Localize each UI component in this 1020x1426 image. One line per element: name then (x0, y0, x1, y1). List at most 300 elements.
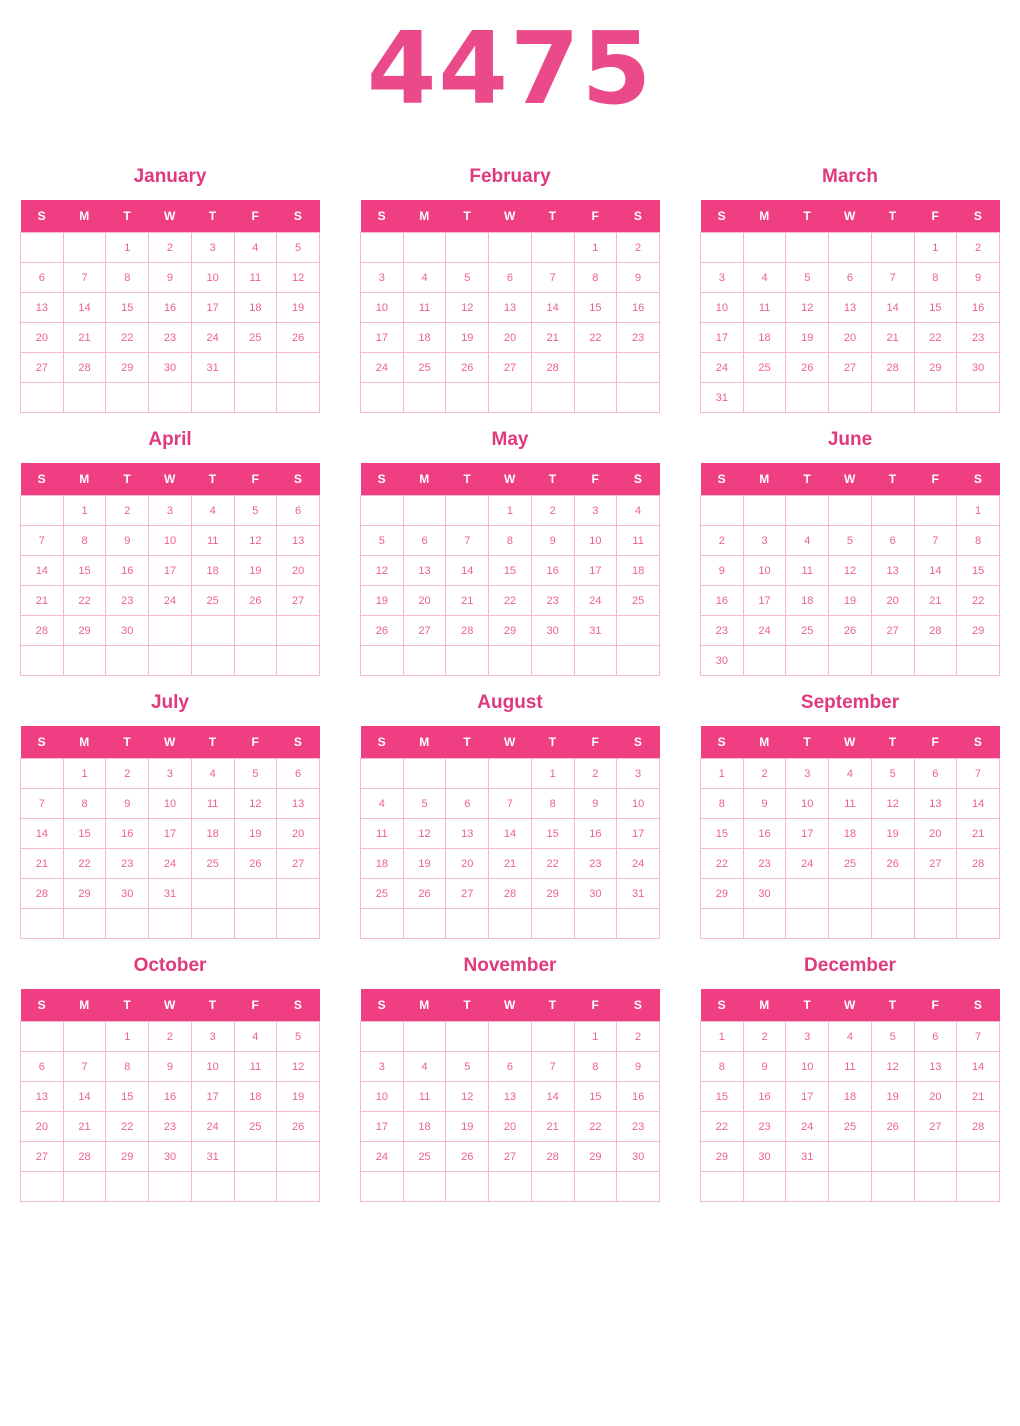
day-cell[interactable]: 10 (361, 1082, 404, 1112)
day-cell[interactable]: 11 (829, 1052, 872, 1082)
day-cell[interactable]: 2 (149, 1022, 192, 1052)
day-cell[interactable]: 21 (21, 849, 64, 879)
day-cell[interactable]: 4 (786, 526, 829, 556)
day-cell[interactable]: 12 (786, 293, 829, 323)
day-cell[interactable]: 7 (446, 526, 489, 556)
day-cell[interactable]: 23 (531, 586, 574, 616)
day-cell[interactable]: 3 (361, 1052, 404, 1082)
day-cell[interactable]: 22 (106, 323, 149, 353)
day-cell[interactable]: 16 (743, 819, 786, 849)
day-cell[interactable]: 10 (361, 293, 404, 323)
day-cell[interactable]: 6 (489, 263, 532, 293)
day-cell[interactable]: 20 (489, 1112, 532, 1142)
day-cell[interactable]: 1 (106, 233, 149, 263)
day-cell[interactable]: 26 (403, 879, 446, 909)
day-cell[interactable]: 23 (957, 323, 1000, 353)
day-cell[interactable]: 25 (403, 1142, 446, 1172)
day-cell[interactable]: 22 (574, 323, 617, 353)
day-cell[interactable]: 3 (191, 1022, 234, 1052)
day-cell[interactable]: 9 (617, 263, 660, 293)
day-cell[interactable]: 21 (63, 323, 106, 353)
day-cell[interactable]: 15 (574, 1082, 617, 1112)
day-cell[interactable]: 15 (701, 819, 744, 849)
day-cell[interactable]: 9 (149, 1052, 192, 1082)
day-cell[interactable]: 4 (234, 1022, 277, 1052)
day-cell[interactable]: 21 (531, 323, 574, 353)
day-cell[interactable]: 26 (871, 1112, 914, 1142)
day-cell[interactable]: 17 (743, 586, 786, 616)
day-cell[interactable]: 9 (531, 526, 574, 556)
day-cell[interactable]: 8 (574, 263, 617, 293)
day-cell[interactable]: 29 (63, 616, 106, 646)
day-cell[interactable]: 30 (106, 616, 149, 646)
day-cell[interactable]: 19 (234, 819, 277, 849)
day-cell[interactable]: 15 (701, 1082, 744, 1112)
day-cell[interactable]: 20 (277, 556, 320, 586)
day-cell[interactable]: 16 (617, 1082, 660, 1112)
day-cell[interactable]: 26 (234, 849, 277, 879)
day-cell[interactable]: 9 (743, 789, 786, 819)
day-cell[interactable]: 8 (106, 263, 149, 293)
day-cell[interactable]: 17 (574, 556, 617, 586)
day-cell[interactable]: 26 (277, 323, 320, 353)
day-cell[interactable]: 10 (701, 293, 744, 323)
day-cell[interactable]: 25 (191, 586, 234, 616)
day-cell[interactable]: 6 (489, 1052, 532, 1082)
day-cell[interactable]: 1 (574, 1022, 617, 1052)
day-cell[interactable]: 30 (957, 353, 1000, 383)
day-cell[interactable]: 3 (617, 759, 660, 789)
day-cell[interactable]: 28 (957, 1112, 1000, 1142)
day-cell[interactable]: 7 (21, 789, 64, 819)
day-cell[interactable]: 31 (701, 383, 744, 413)
day-cell[interactable]: 27 (21, 353, 64, 383)
day-cell[interactable]: 1 (489, 496, 532, 526)
day-cell[interactable]: 2 (106, 759, 149, 789)
day-cell[interactable]: 4 (743, 263, 786, 293)
day-cell[interactable]: 29 (574, 1142, 617, 1172)
day-cell[interactable]: 30 (149, 353, 192, 383)
day-cell[interactable]: 19 (446, 1112, 489, 1142)
day-cell[interactable]: 27 (277, 849, 320, 879)
day-cell[interactable]: 29 (701, 1142, 744, 1172)
day-cell[interactable]: 13 (914, 789, 957, 819)
day-cell[interactable]: 28 (63, 1142, 106, 1172)
day-cell[interactable]: 20 (21, 1112, 64, 1142)
day-cell[interactable]: 15 (489, 556, 532, 586)
day-cell[interactable]: 4 (403, 1052, 446, 1082)
day-cell[interactable]: 15 (914, 293, 957, 323)
day-cell[interactable]: 3 (786, 1022, 829, 1052)
day-cell[interactable]: 8 (701, 789, 744, 819)
day-cell[interactable]: 23 (743, 849, 786, 879)
day-cell[interactable]: 19 (871, 1082, 914, 1112)
day-cell[interactable]: 30 (531, 616, 574, 646)
day-cell[interactable]: 20 (277, 819, 320, 849)
day-cell[interactable]: 24 (191, 323, 234, 353)
day-cell[interactable]: 12 (446, 1082, 489, 1112)
day-cell[interactable]: 19 (871, 819, 914, 849)
day-cell[interactable]: 10 (149, 789, 192, 819)
day-cell[interactable]: 16 (574, 819, 617, 849)
day-cell[interactable]: 3 (701, 263, 744, 293)
day-cell[interactable]: 26 (871, 849, 914, 879)
day-cell[interactable]: 3 (743, 526, 786, 556)
day-cell[interactable]: 31 (617, 879, 660, 909)
day-cell[interactable]: 31 (191, 353, 234, 383)
day-cell[interactable]: 6 (914, 1022, 957, 1052)
day-cell[interactable]: 4 (829, 759, 872, 789)
day-cell[interactable]: 13 (914, 1052, 957, 1082)
day-cell[interactable]: 14 (957, 1052, 1000, 1082)
day-cell[interactable]: 5 (234, 496, 277, 526)
day-cell[interactable]: 30 (106, 879, 149, 909)
day-cell[interactable]: 16 (106, 819, 149, 849)
day-cell[interactable]: 1 (701, 759, 744, 789)
day-cell[interactable]: 12 (361, 556, 404, 586)
day-cell[interactable]: 31 (574, 616, 617, 646)
day-cell[interactable]: 13 (871, 556, 914, 586)
day-cell[interactable]: 27 (489, 1142, 532, 1172)
day-cell[interactable]: 29 (701, 879, 744, 909)
day-cell[interactable]: 1 (957, 496, 1000, 526)
day-cell[interactable]: 18 (361, 849, 404, 879)
day-cell[interactable]: 29 (957, 616, 1000, 646)
day-cell[interactable]: 28 (914, 616, 957, 646)
day-cell[interactable]: 14 (21, 819, 64, 849)
day-cell[interactable]: 18 (829, 819, 872, 849)
day-cell[interactable]: 9 (743, 1052, 786, 1082)
day-cell[interactable]: 12 (234, 789, 277, 819)
day-cell[interactable]: 6 (446, 789, 489, 819)
day-cell[interactable]: 24 (786, 849, 829, 879)
day-cell[interactable]: 9 (574, 789, 617, 819)
day-cell[interactable]: 11 (786, 556, 829, 586)
day-cell[interactable]: 24 (191, 1112, 234, 1142)
day-cell[interactable]: 27 (871, 616, 914, 646)
day-cell[interactable]: 2 (743, 759, 786, 789)
day-cell[interactable]: 20 (871, 586, 914, 616)
day-cell[interactable]: 9 (957, 263, 1000, 293)
day-cell[interactable]: 19 (829, 586, 872, 616)
day-cell[interactable]: 3 (574, 496, 617, 526)
day-cell[interactable]: 11 (829, 789, 872, 819)
day-cell[interactable]: 23 (106, 586, 149, 616)
day-cell[interactable]: 9 (149, 263, 192, 293)
day-cell[interactable]: 14 (63, 293, 106, 323)
day-cell[interactable]: 3 (149, 759, 192, 789)
day-cell[interactable]: 9 (701, 556, 744, 586)
day-cell[interactable]: 16 (106, 556, 149, 586)
day-cell[interactable]: 10 (574, 526, 617, 556)
day-cell[interactable]: 6 (914, 759, 957, 789)
day-cell[interactable]: 16 (701, 586, 744, 616)
day-cell[interactable]: 21 (957, 1082, 1000, 1112)
day-cell[interactable]: 28 (531, 353, 574, 383)
day-cell[interactable]: 27 (277, 586, 320, 616)
day-cell[interactable]: 19 (277, 293, 320, 323)
day-cell[interactable]: 23 (574, 849, 617, 879)
day-cell[interactable]: 17 (361, 1112, 404, 1142)
day-cell[interactable]: 23 (106, 849, 149, 879)
day-cell[interactable]: 14 (871, 293, 914, 323)
day-cell[interactable]: 6 (871, 526, 914, 556)
day-cell[interactable]: 5 (446, 263, 489, 293)
day-cell[interactable]: 17 (191, 1082, 234, 1112)
day-cell[interactable]: 13 (489, 293, 532, 323)
day-cell[interactable]: 24 (149, 849, 192, 879)
day-cell[interactable]: 18 (234, 1082, 277, 1112)
day-cell[interactable]: 26 (829, 616, 872, 646)
day-cell[interactable]: 12 (871, 789, 914, 819)
day-cell[interactable]: 18 (829, 1082, 872, 1112)
day-cell[interactable]: 2 (701, 526, 744, 556)
day-cell[interactable]: 22 (63, 586, 106, 616)
day-cell[interactable]: 21 (21, 586, 64, 616)
day-cell[interactable]: 31 (191, 1142, 234, 1172)
day-cell[interactable]: 4 (403, 263, 446, 293)
day-cell[interactable]: 5 (234, 759, 277, 789)
day-cell[interactable]: 19 (446, 323, 489, 353)
day-cell[interactable]: 29 (106, 353, 149, 383)
day-cell[interactable]: 9 (106, 526, 149, 556)
day-cell[interactable]: 7 (489, 789, 532, 819)
day-cell[interactable]: 9 (106, 789, 149, 819)
day-cell[interactable]: 24 (574, 586, 617, 616)
day-cell[interactable]: 12 (871, 1052, 914, 1082)
day-cell[interactable]: 15 (957, 556, 1000, 586)
day-cell[interactable]: 9 (617, 1052, 660, 1082)
day-cell[interactable]: 4 (191, 759, 234, 789)
day-cell[interactable]: 21 (489, 849, 532, 879)
day-cell[interactable]: 11 (617, 526, 660, 556)
day-cell[interactable]: 27 (829, 353, 872, 383)
day-cell[interactable]: 15 (574, 293, 617, 323)
day-cell[interactable]: 8 (574, 1052, 617, 1082)
day-cell[interactable]: 10 (743, 556, 786, 586)
day-cell[interactable]: 18 (234, 293, 277, 323)
day-cell[interactable]: 21 (914, 586, 957, 616)
day-cell[interactable]: 17 (149, 556, 192, 586)
day-cell[interactable]: 5 (871, 759, 914, 789)
day-cell[interactable]: 11 (234, 263, 277, 293)
day-cell[interactable]: 7 (531, 1052, 574, 1082)
day-cell[interactable]: 15 (531, 819, 574, 849)
day-cell[interactable]: 21 (446, 586, 489, 616)
day-cell[interactable]: 16 (149, 1082, 192, 1112)
day-cell[interactable]: 7 (957, 759, 1000, 789)
day-cell[interactable]: 21 (63, 1112, 106, 1142)
day-cell[interactable]: 23 (617, 1112, 660, 1142)
day-cell[interactable]: 25 (403, 353, 446, 383)
day-cell[interactable]: 19 (403, 849, 446, 879)
day-cell[interactable]: 29 (489, 616, 532, 646)
day-cell[interactable]: 30 (743, 1142, 786, 1172)
day-cell[interactable]: 20 (21, 323, 64, 353)
day-cell[interactable]: 8 (489, 526, 532, 556)
day-cell[interactable]: 12 (277, 263, 320, 293)
day-cell[interactable]: 5 (786, 263, 829, 293)
day-cell[interactable]: 26 (277, 1112, 320, 1142)
day-cell[interactable]: 3 (149, 496, 192, 526)
day-cell[interactable]: 28 (531, 1142, 574, 1172)
day-cell[interactable]: 16 (531, 556, 574, 586)
day-cell[interactable]: 27 (21, 1142, 64, 1172)
day-cell[interactable]: 8 (957, 526, 1000, 556)
day-cell[interactable]: 27 (446, 879, 489, 909)
day-cell[interactable]: 30 (149, 1142, 192, 1172)
day-cell[interactable]: 24 (361, 353, 404, 383)
day-cell[interactable]: 3 (191, 233, 234, 263)
day-cell[interactable]: 18 (191, 556, 234, 586)
day-cell[interactable]: 29 (106, 1142, 149, 1172)
day-cell[interactable]: 22 (957, 586, 1000, 616)
day-cell[interactable]: 10 (786, 1052, 829, 1082)
day-cell[interactable]: 15 (106, 293, 149, 323)
day-cell[interactable]: 22 (701, 849, 744, 879)
day-cell[interactable]: 31 (149, 879, 192, 909)
day-cell[interactable]: 23 (149, 1112, 192, 1142)
day-cell[interactable]: 30 (574, 879, 617, 909)
day-cell[interactable]: 30 (617, 1142, 660, 1172)
day-cell[interactable]: 31 (786, 1142, 829, 1172)
day-cell[interactable]: 2 (531, 496, 574, 526)
day-cell[interactable]: 17 (149, 819, 192, 849)
day-cell[interactable]: 7 (957, 1022, 1000, 1052)
day-cell[interactable]: 1 (574, 233, 617, 263)
day-cell[interactable]: 5 (829, 526, 872, 556)
day-cell[interactable]: 20 (914, 1082, 957, 1112)
day-cell[interactable]: 3 (361, 263, 404, 293)
day-cell[interactable]: 22 (701, 1112, 744, 1142)
day-cell[interactable]: 28 (21, 879, 64, 909)
day-cell[interactable]: 8 (63, 526, 106, 556)
day-cell[interactable]: 8 (531, 789, 574, 819)
day-cell[interactable]: 20 (829, 323, 872, 353)
day-cell[interactable]: 19 (786, 323, 829, 353)
day-cell[interactable]: 28 (957, 849, 1000, 879)
day-cell[interactable]: 20 (914, 819, 957, 849)
day-cell[interactable]: 2 (106, 496, 149, 526)
day-cell[interactable]: 25 (786, 616, 829, 646)
day-cell[interactable]: 16 (957, 293, 1000, 323)
day-cell[interactable]: 20 (446, 849, 489, 879)
day-cell[interactable]: 5 (403, 789, 446, 819)
day-cell[interactable]: 6 (829, 263, 872, 293)
day-cell[interactable]: 26 (446, 353, 489, 383)
day-cell[interactable]: 1 (63, 496, 106, 526)
day-cell[interactable]: 25 (191, 849, 234, 879)
day-cell[interactable]: 10 (191, 263, 234, 293)
day-cell[interactable]: 18 (191, 819, 234, 849)
day-cell[interactable]: 6 (277, 496, 320, 526)
day-cell[interactable]: 4 (191, 496, 234, 526)
day-cell[interactable]: 7 (914, 526, 957, 556)
day-cell[interactable]: 14 (914, 556, 957, 586)
day-cell[interactable]: 22 (63, 849, 106, 879)
day-cell[interactable]: 13 (829, 293, 872, 323)
day-cell[interactable]: 1 (701, 1022, 744, 1052)
day-cell[interactable]: 18 (403, 1112, 446, 1142)
day-cell[interactable]: 11 (361, 819, 404, 849)
day-cell[interactable]: 1 (106, 1022, 149, 1052)
day-cell[interactable]: 25 (829, 1112, 872, 1142)
day-cell[interactable]: 24 (149, 586, 192, 616)
day-cell[interactable]: 20 (489, 323, 532, 353)
day-cell[interactable]: 19 (277, 1082, 320, 1112)
day-cell[interactable]: 29 (914, 353, 957, 383)
day-cell[interactable]: 17 (701, 323, 744, 353)
day-cell[interactable]: 7 (871, 263, 914, 293)
day-cell[interactable]: 16 (617, 293, 660, 323)
day-cell[interactable]: 21 (871, 323, 914, 353)
day-cell[interactable]: 28 (63, 353, 106, 383)
day-cell[interactable]: 10 (191, 1052, 234, 1082)
day-cell[interactable]: 2 (957, 233, 1000, 263)
day-cell[interactable]: 27 (403, 616, 446, 646)
day-cell[interactable]: 18 (617, 556, 660, 586)
day-cell[interactable]: 2 (574, 759, 617, 789)
day-cell[interactable]: 14 (957, 789, 1000, 819)
day-cell[interactable]: 4 (361, 789, 404, 819)
day-cell[interactable]: 4 (234, 233, 277, 263)
day-cell[interactable]: 5 (361, 526, 404, 556)
day-cell[interactable]: 27 (914, 1112, 957, 1142)
day-cell[interactable]: 24 (701, 353, 744, 383)
day-cell[interactable]: 17 (191, 293, 234, 323)
day-cell[interactable]: 18 (743, 323, 786, 353)
day-cell[interactable]: 13 (489, 1082, 532, 1112)
day-cell[interactable]: 29 (63, 879, 106, 909)
day-cell[interactable]: 20 (403, 586, 446, 616)
day-cell[interactable]: 13 (277, 789, 320, 819)
day-cell[interactable]: 26 (361, 616, 404, 646)
day-cell[interactable]: 14 (489, 819, 532, 849)
day-cell[interactable]: 14 (531, 293, 574, 323)
day-cell[interactable]: 23 (149, 323, 192, 353)
day-cell[interactable]: 14 (21, 556, 64, 586)
day-cell[interactable]: 25 (361, 879, 404, 909)
day-cell[interactable]: 7 (21, 526, 64, 556)
day-cell[interactable]: 8 (106, 1052, 149, 1082)
day-cell[interactable]: 22 (914, 323, 957, 353)
day-cell[interactable]: 30 (743, 879, 786, 909)
day-cell[interactable]: 11 (234, 1052, 277, 1082)
day-cell[interactable]: 3 (786, 759, 829, 789)
day-cell[interactable]: 22 (106, 1112, 149, 1142)
day-cell[interactable]: 13 (277, 526, 320, 556)
day-cell[interactable]: 13 (21, 293, 64, 323)
day-cell[interactable]: 11 (743, 293, 786, 323)
day-cell[interactable]: 2 (149, 233, 192, 263)
day-cell[interactable]: 21 (957, 819, 1000, 849)
day-cell[interactable]: 7 (63, 263, 106, 293)
day-cell[interactable]: 14 (446, 556, 489, 586)
day-cell[interactable]: 10 (786, 789, 829, 819)
day-cell[interactable]: 11 (403, 293, 446, 323)
day-cell[interactable]: 11 (191, 526, 234, 556)
day-cell[interactable]: 5 (277, 1022, 320, 1052)
day-cell[interactable]: 22 (531, 849, 574, 879)
day-cell[interactable]: 5 (446, 1052, 489, 1082)
day-cell[interactable]: 28 (489, 879, 532, 909)
day-cell[interactable]: 21 (531, 1112, 574, 1142)
day-cell[interactable]: 2 (617, 233, 660, 263)
day-cell[interactable]: 1 (63, 759, 106, 789)
day-cell[interactable]: 25 (829, 849, 872, 879)
day-cell[interactable]: 5 (871, 1022, 914, 1052)
day-cell[interactable]: 2 (743, 1022, 786, 1052)
